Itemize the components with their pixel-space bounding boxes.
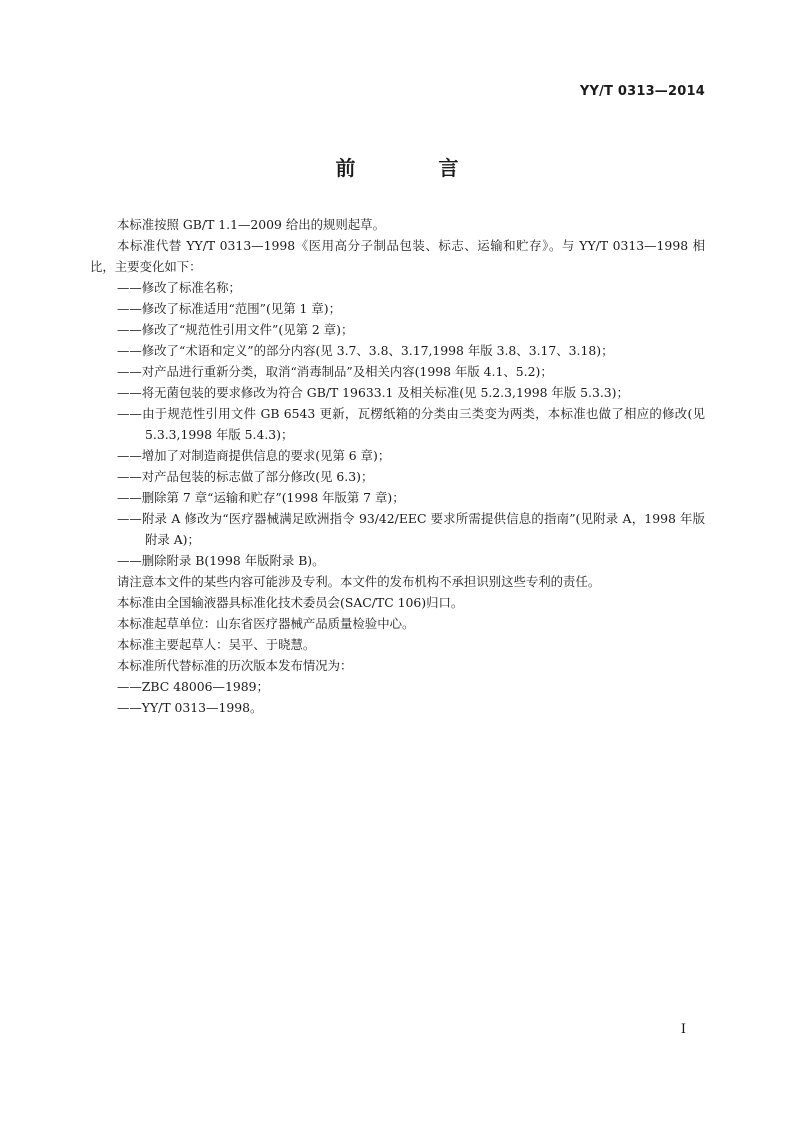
notice-paragraph: 本标准所代替标准的历次版本发布情况为： bbox=[117, 658, 353, 673]
page-number: I bbox=[680, 1022, 686, 1037]
change-item: ——修改了标准适用“范围”(见第 1 章)； bbox=[117, 301, 341, 316]
standard-code: YY/T 0313—2014 bbox=[579, 84, 705, 99]
change-item: ——由于规范性引用文件 GB 6543 更新，瓦楞纸箱的分类由三类变为两类，本标准也做了相应的修改(见 5.3.3,1998 年版 5.4.3)； bbox=[117, 406, 705, 442]
change-item: ——将无菌包装的要求修改为符合 GB/T 19633.1 及相关标准(见 5.2.3,1998 年版 5.3.3)； bbox=[117, 385, 629, 400]
intro-paragraph: 本标准代替 YY/T 0313—1998《医用高分子制品包装、标志、运输和贮存》。与 YY/T 0313—1998 相比，主要变化如下： bbox=[90, 238, 705, 274]
change-item: ——删除第 7 章“运输和贮存”(1998 年版第 7 章)； bbox=[117, 490, 405, 505]
change-item: ——增加了对制造商提供信息的要求(见第 6 章)； bbox=[117, 448, 391, 463]
change-item: ——对产品进行重新分类，取消“消毒制品”及相关内容(1998 年版 4.1、5.2)； bbox=[117, 364, 553, 379]
change-item: ——修改了“规范性引用文件”(见第 2 章)； bbox=[117, 322, 354, 337]
change-item: ——删除附录 B(1998 年版附录 B)。 bbox=[117, 553, 325, 568]
foreword-body bbox=[90, 214, 705, 718]
notice-paragraph: 本标准主要起草人：吴平、于晓慧。 bbox=[117, 637, 316, 652]
notice-paragraph: 本标准由全国输液器具标准化技术委员会(SAC/TC 106)归口。 bbox=[117, 595, 464, 610]
change-item: ——修改了标准名称； bbox=[117, 280, 241, 295]
intro-paragraph: 本标准按照 GB/T 1.1—2009 给出的规则起草。 bbox=[117, 217, 385, 232]
notice-paragraph: 请注意本文件的某些内容可能涉及专利。本文件的发布机构不承担识别这些专利的责任。 bbox=[117, 574, 601, 589]
history-item: ——YY/T 0313—1998。 bbox=[117, 700, 263, 715]
page-title: 前 言 bbox=[335, 156, 497, 180]
history-item: ——ZBC 48006—1989； bbox=[117, 679, 269, 694]
change-item: ——附录 A 修改为“医疗器械满足欧洲指令 93/42/EEC 要求所需提供信息的指南”(见附录 A，1998 年版附录 A)； bbox=[117, 511, 705, 547]
notice-paragraph: 本标准起草单位：山东省医疗器械产品质量检验中心。 bbox=[117, 616, 415, 631]
change-item: ——修改了“术语和定义”的部分内容(见 3.7、3.8、3.17,1998 年版 3.8、3.17、3.18)； bbox=[117, 343, 614, 358]
change-item: ——对产品包装的标志做了部分修改(见 6.3)； bbox=[117, 469, 374, 484]
